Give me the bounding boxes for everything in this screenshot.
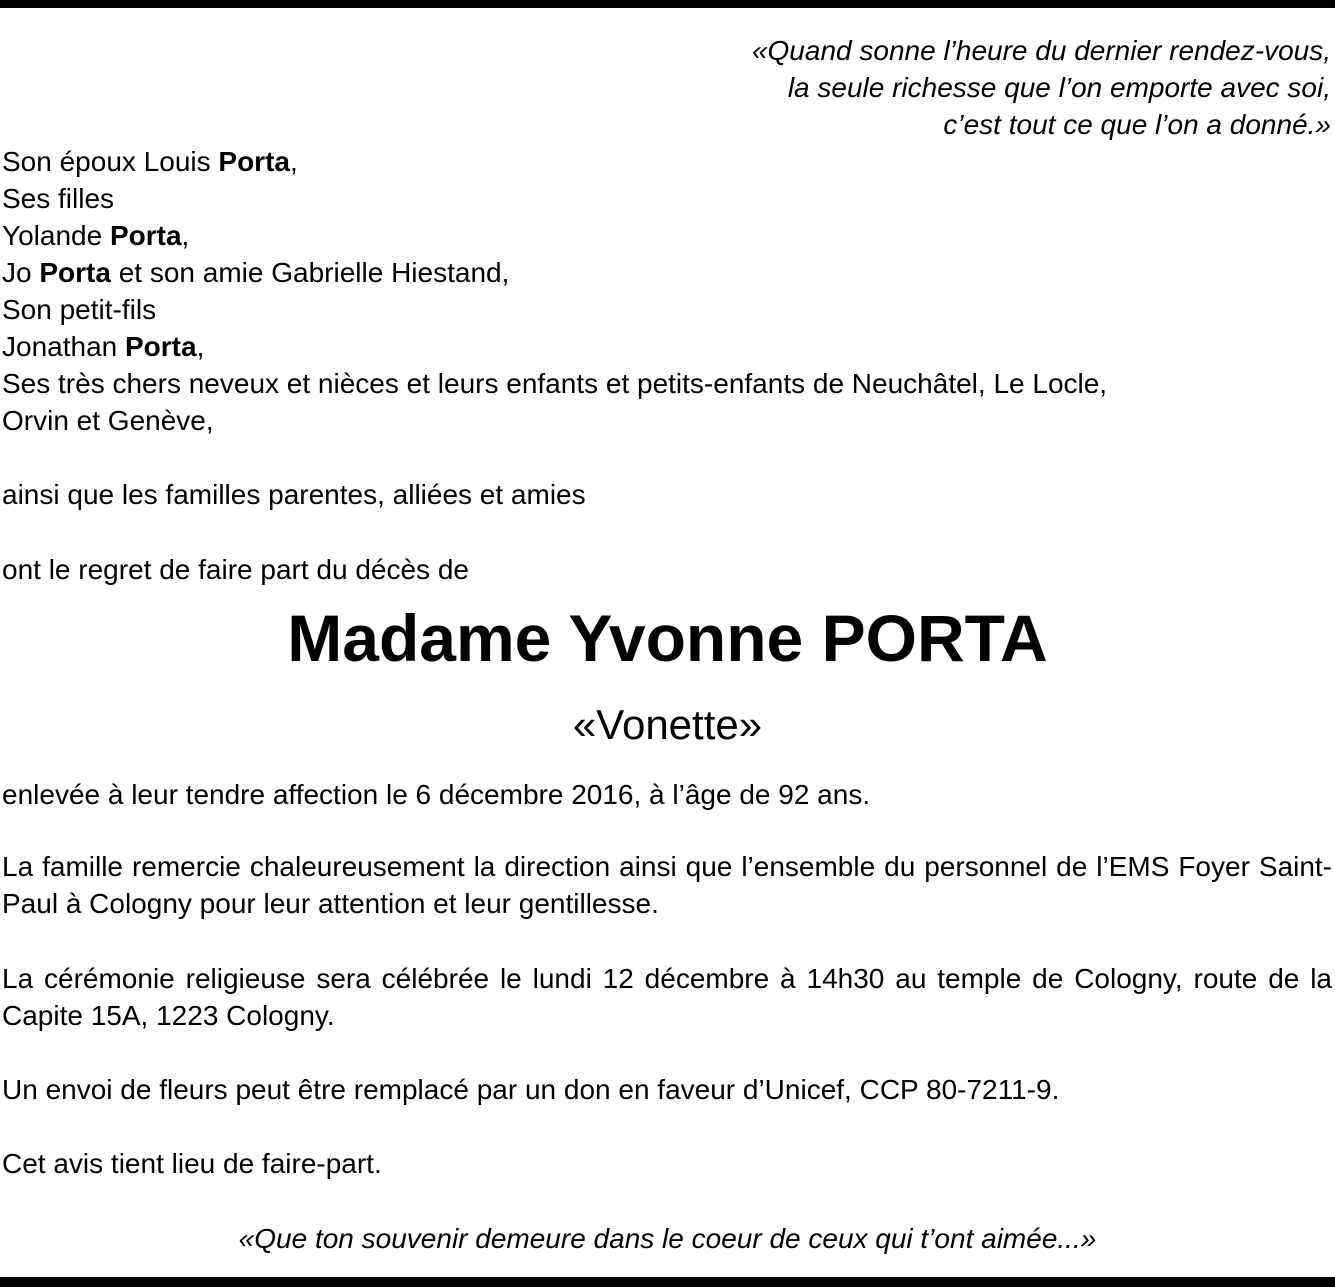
family-line: Son petit-fils — [2, 294, 157, 325]
notice-line: Cet avis tient lieu de faire-part. — [2, 1148, 382, 1179]
epigraph-line: c’est tout ce que l’on a donné.» — [943, 109, 1331, 140]
family-line: Orvin et Genève, — [2, 405, 214, 436]
text: , — [181, 220, 190, 251]
text: Yolande — [2, 220, 110, 251]
family-line — [2, 328, 204, 365]
closing-quote: «Que ton souvenir demeure dans le coeur de ceux qui t’ont aimée...» — [238, 1223, 1097, 1254]
top-border — [0, 0, 1335, 8]
text: Jo — [2, 257, 40, 288]
family-line: Ses très chers neveux et nièces et leurs enfants et petits-enfants de Neuchâtel, Le Locle, — [2, 368, 1108, 399]
epigraph-line: la seule richesse que l’on emporte avec soi, — [787, 72, 1331, 103]
text: Son époux Louis — [2, 146, 219, 177]
family-line — [2, 254, 509, 291]
surname: Porta — [125, 331, 197, 362]
surname: Porta — [218, 146, 290, 177]
family-line — [2, 143, 298, 180]
text: et son amie Gabrielle Hiestand, — [110, 257, 510, 288]
surname: Porta — [39, 257, 111, 288]
ceremony-paragraph: La cérémonie religieuse sera célébrée le lundi 12 décembre à 14h30 au temple de Cologny, route de la Capite 15A, 1223 Cologny. — [2, 963, 1332, 1031]
epigraph-line: «Quand sonne l’heure du dernier rendez-vous, — [751, 35, 1331, 66]
text: , — [196, 331, 205, 362]
family-line — [2, 217, 189, 254]
family-line: Ses filles — [2, 183, 115, 214]
family-line: ainsi que les familles parentes, alliées et amies — [2, 479, 586, 510]
flowers-line: Un envoi de fleurs peut être remplacé par un don en faveur d’Unicef, CCP 80-7211-9. — [2, 1074, 1060, 1105]
deceased-nickname: «Vonette» — [572, 701, 763, 748]
family-line: ont le regret de faire part du décès de — [2, 554, 469, 585]
text: , — [289, 146, 298, 177]
thanks-paragraph: La famille remercie chaleureusement la direction ainsi que l’ensemble du personnel de l’EMS Foyer Saint-Paul à Cologny pour leur attention et leur gentillesse. — [2, 851, 1332, 919]
deceased-name: Madame Yvonne PORTA — [287, 601, 1048, 675]
surname: Porta — [109, 220, 182, 251]
death-line: enlevée à leur tendre affection le 6 décembre 2016, à l’âge de 92 ans. — [2, 779, 871, 810]
bottom-border — [0, 1277, 1335, 1287]
text: Jonathan — [2, 331, 125, 362]
